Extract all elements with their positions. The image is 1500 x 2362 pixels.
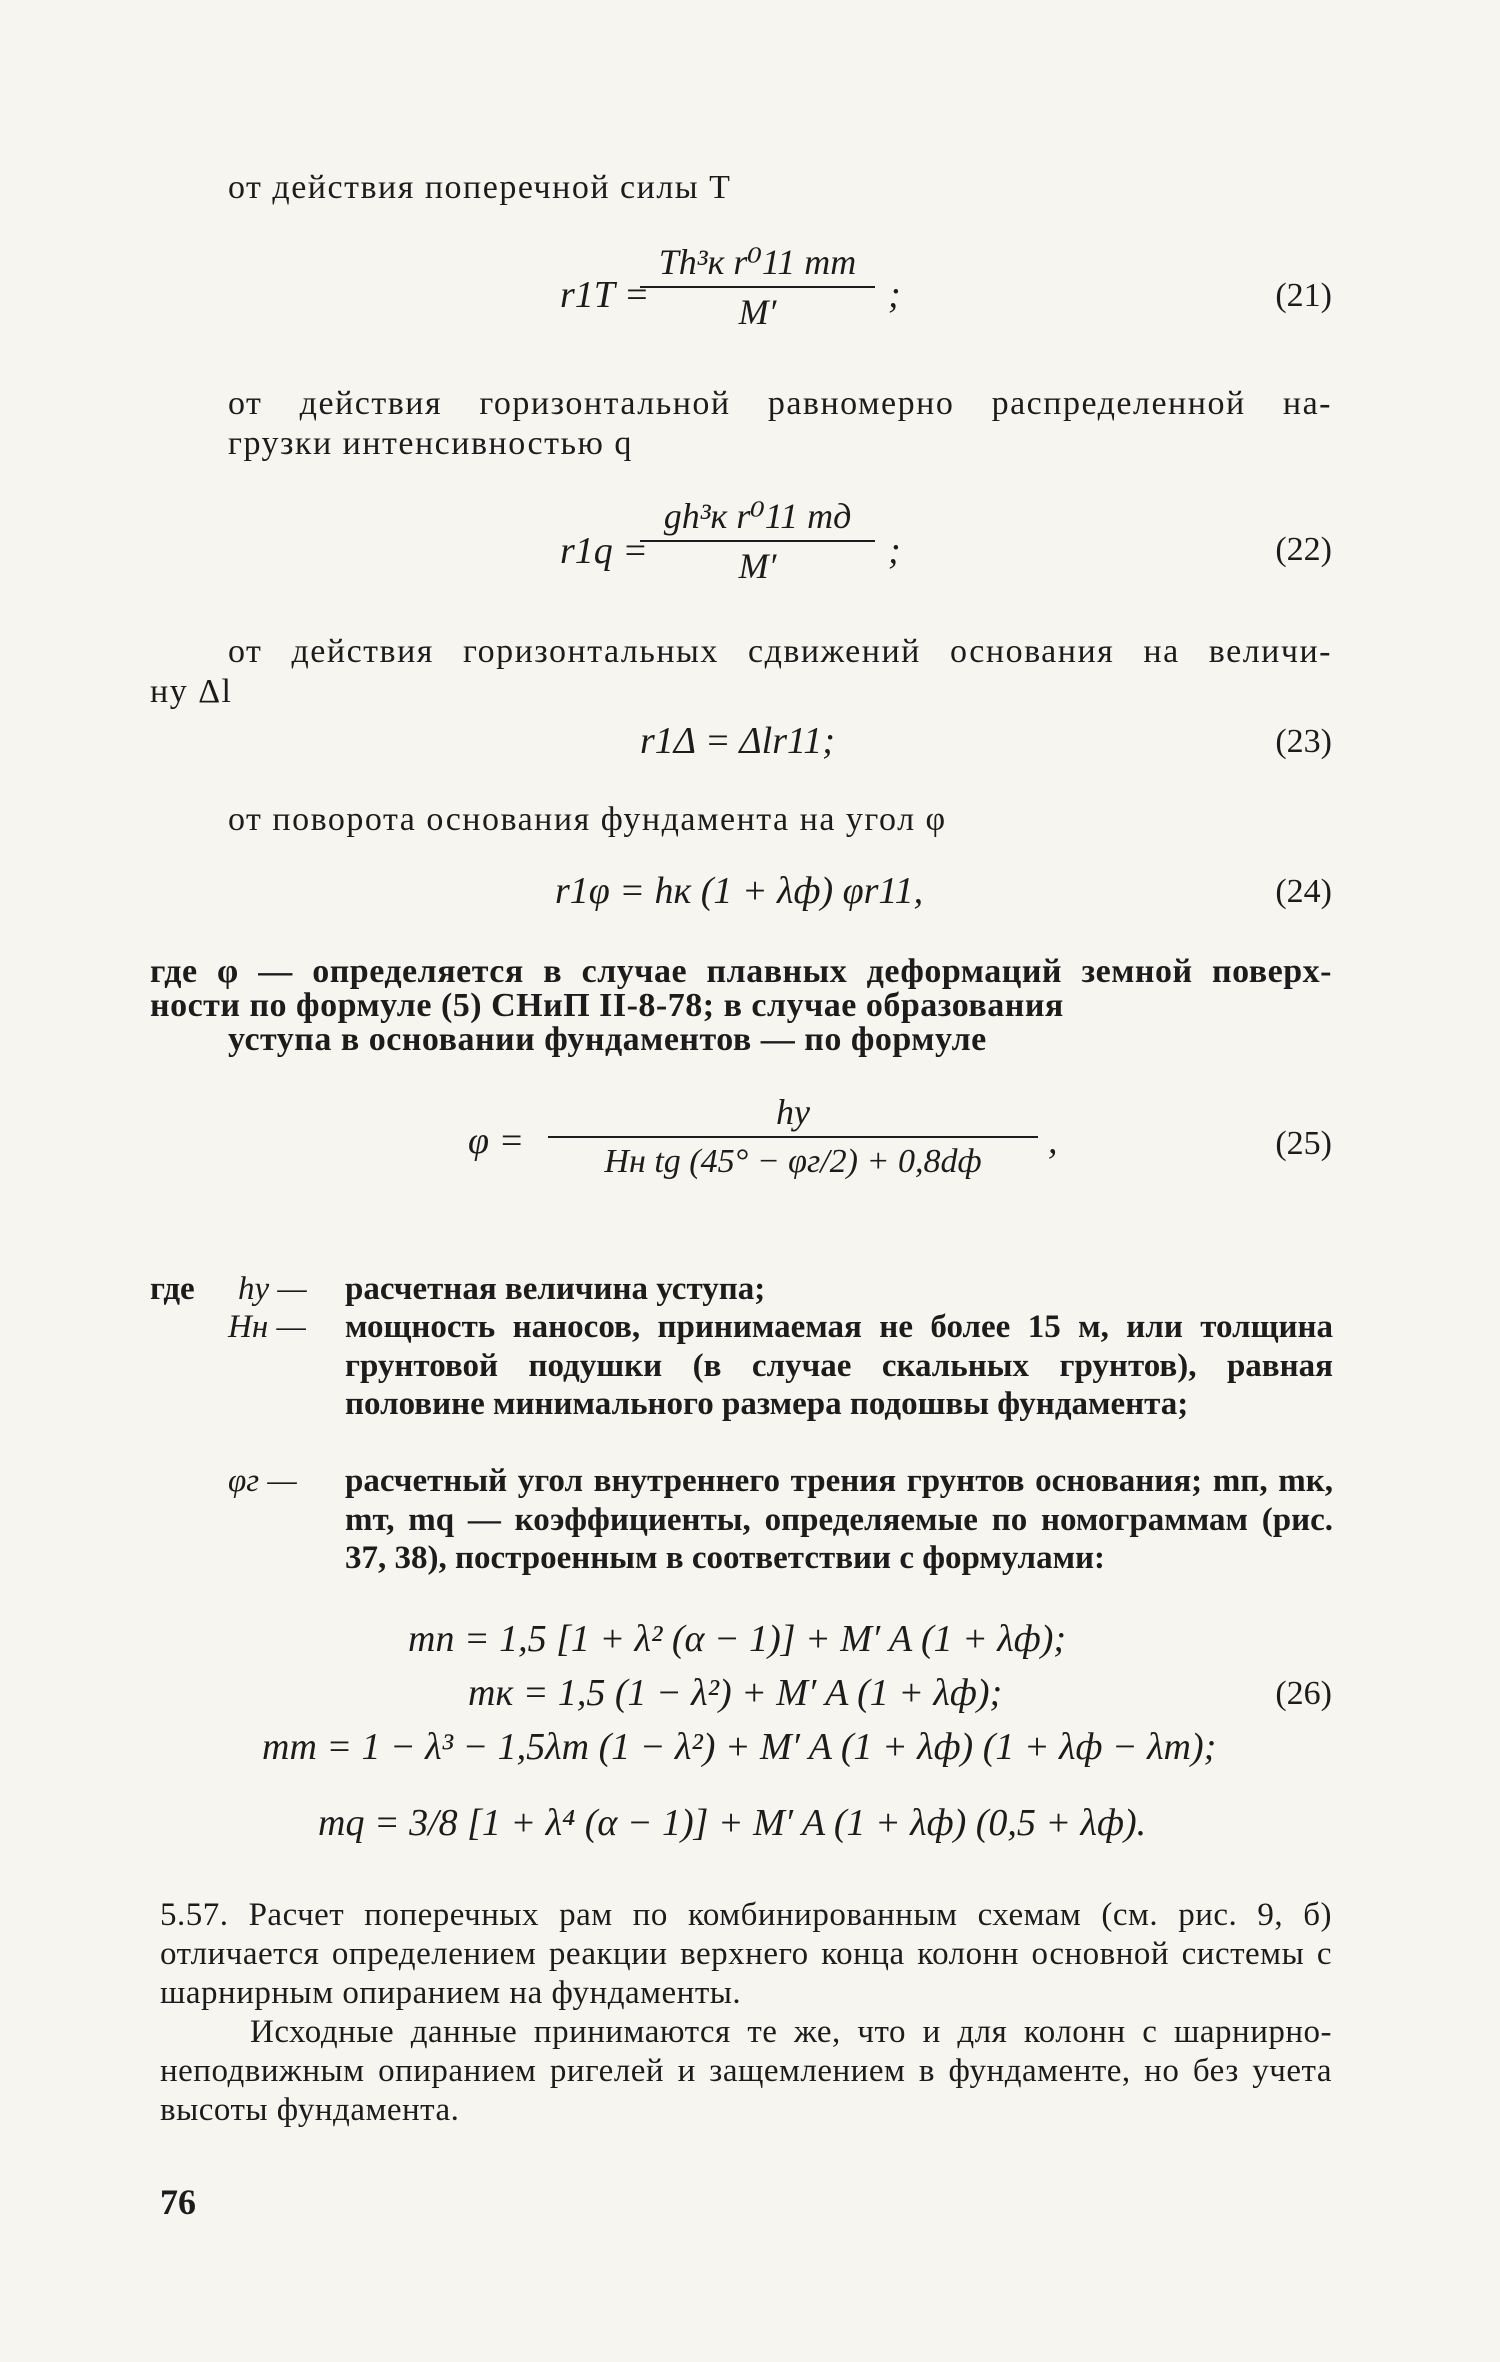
definition-prefix: где: [150, 1271, 195, 1307]
eq22-fraction: [640, 494, 875, 588]
eq21-lhs: r1T =: [560, 274, 650, 316]
eq23-label: (23): [1275, 723, 1332, 760]
eq26-line-mk: mк = 1,5 (1 − λ²) + M′ A (1 + λф);: [468, 1672, 1003, 1714]
text-line-rotation: от поворота основания фундамента на угол φ: [228, 801, 947, 838]
page-number: 76: [160, 2182, 196, 2222]
text-line-where-c: уступа в основании фундаментов — по формуле: [228, 1021, 987, 1058]
section-paragraph-1: 5.57. Расчет поперечных рам по комбинированным схемам (см. рис. 9, б) отличается определением реакции верхнего конца колонн основной системы с шарнирным опиранием на фундаменты.: [160, 1897, 1332, 2011]
section-paragraph-2: Исходные данные принимаются те же, что и для колонн с шарнирно-неподвижным опиранием ригелей и защемлением в фундаменте, но без учета высоты фундамента.: [160, 2014, 1332, 2128]
eq24-formula: r1φ = hк (1 + λф) φr11,: [555, 870, 924, 912]
eq23-formula: r1Δ = Δlr11;: [640, 720, 835, 762]
text-line-shift-a: от действия горизонтальных сдвижений основания на величи-: [228, 633, 1332, 670]
text-line-where-a: где φ — определяется в случае плавных деформаций земной поверх-: [150, 953, 1332, 990]
eq26-line-mp: mп = 1,5 [1 + λ² (α − 1)] + M′ A (1 + λф);: [408, 1618, 1067, 1660]
eq21-tail: ;: [888, 274, 901, 316]
text-line-load-b: грузки интенсивностью q: [228, 425, 633, 462]
eq26-line-mq: mq = 3/8 [1 + λ⁴ (α − 1)] + M′ A (1 + λф) (0,5 + λф).: [318, 1802, 1147, 1844]
eq21-denominator: M′: [738, 292, 777, 332]
eq21-label: (21): [1275, 277, 1332, 314]
eq25-fraction: [548, 1090, 1038, 1184]
eq25-fraction-bar: [548, 1136, 1038, 1138]
eq22-fraction-bar: [640, 540, 875, 542]
eq25-label: (25): [1275, 1125, 1332, 1162]
eq21-fraction: [640, 240, 875, 334]
text-line-where-b: ности по формуле (5) СНиП II-8-78; в случае образования: [150, 987, 1064, 1024]
definition-term-hn: Hн —: [228, 1309, 306, 1345]
eq22-numerator: gh³к r⁰11 mд: [663, 496, 852, 536]
eq25-numerator: hу: [776, 1092, 810, 1132]
eq26-label: (26): [1275, 1675, 1332, 1712]
text-line-shear-force: от действия поперечной силы T: [228, 169, 732, 206]
eq22-lhs: r1q =: [560, 530, 648, 572]
eq22-label: (22): [1275, 531, 1332, 568]
eq25-tail: ,: [1048, 1120, 1058, 1162]
eq25-lhs: φ =: [468, 1120, 525, 1162]
definition-text-hn: мощность наносов, принимаемая не более 15 м, или толщина грунтовой подушки (в случае скальных грунтов), равная половине минимального размера подошвы фундамента;: [345, 1309, 1333, 1422]
eq22-denominator: M′: [738, 546, 777, 586]
definition-term-phig: φг —: [228, 1463, 297, 1499]
definition-term-hy: hу —: [238, 1271, 307, 1307]
eq21-numerator: Th³к r⁰11 mт: [658, 242, 857, 282]
definition-text-phig: расчетный угол внутреннего трения грунтов основания; mп, mк, mт, mq — коэффициенты, определяемые по номограммам (рис. 37, 38), построенным в соответствии с формулами:: [345, 1463, 1333, 1576]
eq24-label: (24): [1275, 873, 1332, 910]
definition-text-hy: расчетная величина уступа;: [345, 1271, 766, 1307]
eq25-denominator: Hн tg (45° − φг/2) + 0,8dф: [604, 1143, 982, 1180]
eq26-line-mt: mт = 1 − λ³ − 1,5λт (1 − λ²) + M′ A (1 + λф) (1 + λф − λт);: [262, 1726, 1217, 1768]
eq21-fraction-bar: [640, 286, 875, 288]
text-line-shift-b: ну Δl: [150, 673, 233, 710]
eq22-tail: ;: [888, 530, 901, 572]
text-line-load-a: от действия горизонтальной равномерно распределенной на-: [228, 385, 1332, 422]
